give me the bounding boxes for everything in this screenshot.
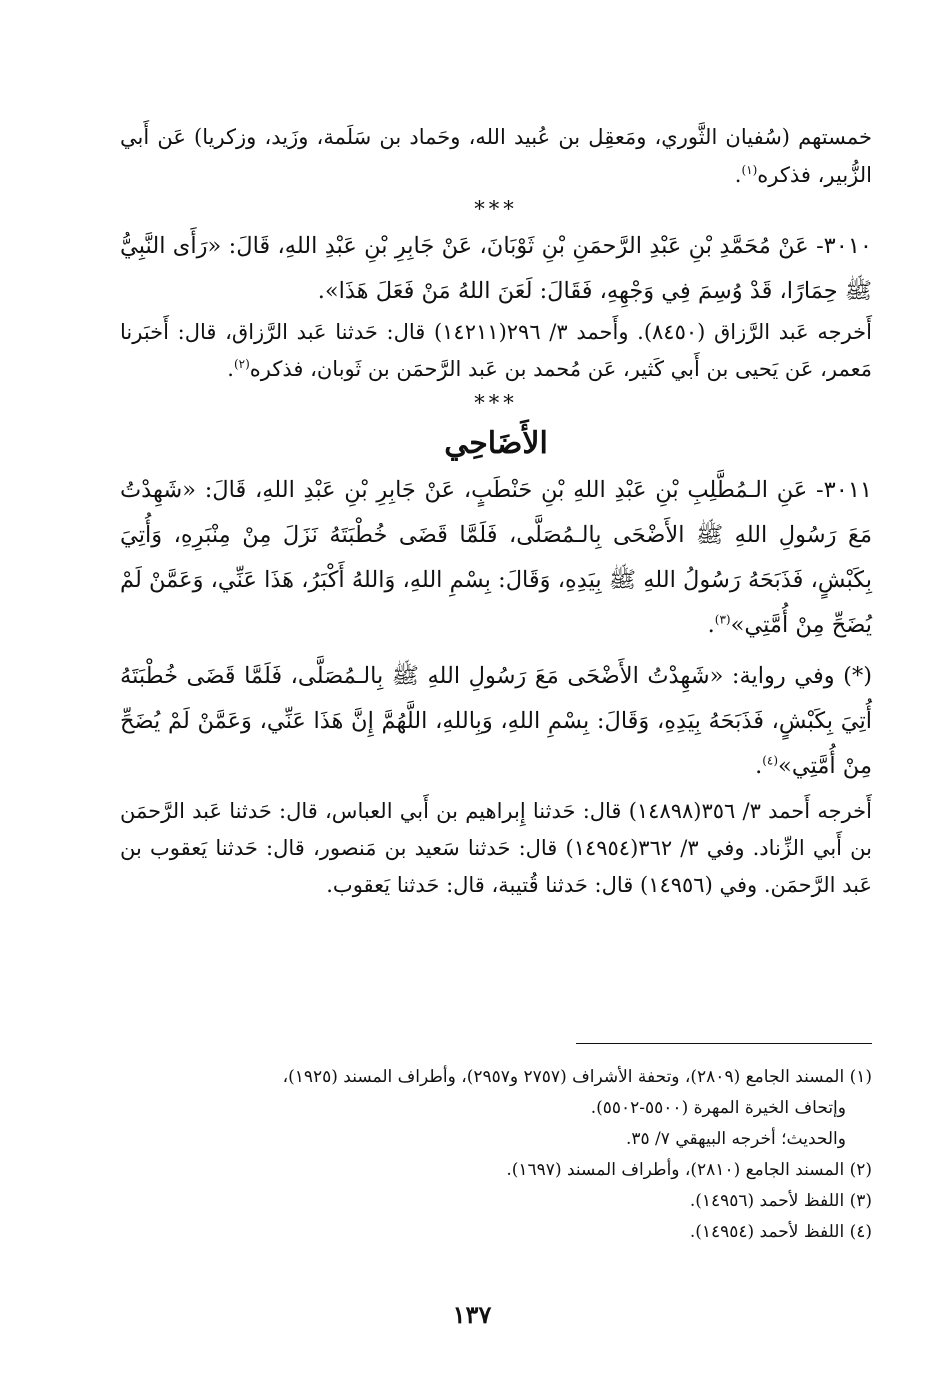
- footnote-3: (٣) اللفظ لأحمد (١٤٩٥٦).: [689, 1191, 872, 1211]
- hadith-3010-takhrij: أَخرجه عَبد الرَّزاق (٨٤٥٠). وأَحمد ٣/ ٢٩٦(١٤٢١١) قال: حَدثنا عَبد الرَّزاق، قال: أَخبَرنا مَعمر، عَن يَحيى بن أَبي كَثير، عَن مُحمد بن عَبد الرَّحمَن بن ثَوبان، فذكره$^{(٢)}$.: [120, 320, 873, 381]
- separator-stars-2: ***: [474, 391, 518, 415]
- footnote-ref-2[interactable]: (٢): [233, 357, 250, 371]
- riwaya-text: (*) وفي رواية: «شَهِدْتُ الأَضْحَى مَعَ رَسُولِ اللهِ ﷺ بِالـمُصَلَّى، فَلَمَّا قَضَى خُطْبَتَهُ أُتِيَ بِكَبْشٍ، فَذَبَحَهُ بِيَدِهِ، وَقَالَ: بِسْمِ اللهِ، وَبِاللهِ، اللَّهُمَّ إِنَّ هَذَا عَنِّي، وَعَمَّنْ لَمْ يُضَحِّ مِنْ أُمَّتِي»: [120, 663, 872, 779]
- hadith-3010-isnad: عَنْ مُحَمَّدِ بْنِ عَبْدِ الرَّحمَنِ بْنِ ثَوْبَانَ، عَنْ جَابِرِ بْنِ عَبْدِ اللهِ، قَالَ:: [228, 233, 809, 259]
- hadith-3011-riwaya: (*) وفي رواية: «شَهِدْتُ الأَضْحَى مَعَ رَسُولِ اللهِ ﷺ بِالـمُصَلَّى، فَلَمَّا قَضَى خُطْبَتَهُ أُتِيَ بِكَبْشٍ، فَذَبَحَهُ بِيَدِهِ، وَقَالَ: بِسْمِ اللهِ، وَبِاللهِ، اللَّهُمَّ إِنَّ هَذَا عَنِّي، وَعَمَّنْ لَمْ يُضَحِّ مِنْ أُمَّتِي»$^{(٤)}$.: [120, 663, 872, 779]
- continuation-text: خمستهم (سُفيان الثَّوري، ومَعقِل بن عُبيد الله، وحَماد بن سَلَمة، وزَيد، وزكريا) عَن أَبي الزُّبير، فذكره: [120, 125, 872, 187]
- paragraph-continuation: خمستهم (سُفيان الثَّوري، ومَعقِل بن عُبيد الله، وحَماد بن سَلَمة، وزَيد، وزكريا) عَن أَبي الزُّبير، فذكره$^{(١)}$.: [120, 125, 872, 187]
- hadith-3011-takhrij: أَخرجه أَحمد ٣/ ٣٥٦(١٤٨٩٨) قال: حَدثنا إِبراهيم بن أَبي العباس، قال: حَدثنا عَبد الرَّحمَن بن أَبي الزِّناد. وفي ٣/ ٣٦٢(١٤٩٥٤) قال: حَدثنا سَعيد بن مَنصور، قال: حَدثنا يَعقوب بن عَبد الرَّحمَن. وفي (١٤٩٥٦) قال: حَدثنا قُتيبة، قال: حَدثنا يَعقوب.: [120, 799, 872, 897]
- footnote-1-continuation: وإتحاف الخيرة المهرة (٥٥٠٠-٥٥٠٢).: [590, 1098, 846, 1118]
- page-number: ١٣٧: [452, 1300, 492, 1329]
- footnote-2: (٢) المسند الجامع (٢٨١٠)، وأطراف المسند (١٦٩٧).: [506, 1160, 872, 1180]
- footnote-ref-1[interactable]: (١): [741, 163, 758, 177]
- hadith-number-3010: ٣٠١٠-: [816, 233, 873, 259]
- section-title: الأَضَاحِي: [444, 426, 548, 461]
- hadith-3011-isnad: عَنِ الـمُطَّلِبِ بْنِ عَبْدِ اللهِ بْنِ حَنْطَبٍ، عَنْ جَابِرِ بْنِ عَبْدِ اللهِ، قَالَ:: [204, 477, 808, 503]
- page-body: [120, 118, 872, 904]
- footnote-ref-4[interactable]: (٤): [762, 753, 779, 768]
- hadith-3010-matn: «رَأَى النَّبِيُّ ﷺ حِمَارًا، قَدْ وُسِمَ فِي وَجْهِهِ، فَقَالَ: لَعَنَ اللهُ مَنْ فَعَلَ هَذَا».: [120, 233, 872, 304]
- footnote-divider: [576, 1043, 872, 1044]
- hadith-3011: ٣٠١١- عَنِ الـمُطَّلِبِ بْنِ عَبْدِ اللهِ بْنِ حَنْطَبٍ، عَنْ جَابِرِ بْنِ عَبْدِ اللهِ، قَالَ: «شَهِدْتُ مَعَ رَسُولِ اللهِ ﷺ الأَضْحَى بِالـمُصَلَّى، فَلَمَّا قَضَى خُطْبَتَهُ نَزَلَ مِنْ مِنْبَرِهِ، وَأُتِيَ بِكَبْشٍ، فَذَبَحَهُ رَسُولُ اللهِ ﷺ بِيَدِهِ، وَقَالَ: بِسْمِ اللهِ، وَاللهُ أَكْبَرُ، هَذَا عَنِّي، وَعَمَّنْ لَمْ يُضَحِّ مِنْ أُمَّتِي»$^{(٣)}$.: [120, 477, 872, 638]
- hadith-number-3011: ٣٠١١-: [816, 477, 872, 503]
- takhrij-3010-text: أَخرجه عَبد الرَّزاق (٨٤٥٠). وأَحمد ٣/ ٢٩٦(١٤٢١١) قال: حَدثنا عَبد الرَّزاق، قال: أَخبَرنا مَعمر، عَن يَحيى بن أَبي كَثير، عَن مُحمد بن عَبد الرَّحمَن بن ثَوبان، فذكره: [120, 320, 873, 381]
- footnote-1: (١) المسند الجامع (٢٨٠٩)، وتحفة الأشراف (٢٧٥٧ و٢٩٥٧)، وأطراف المسند (١٩٢٥)،: [282, 1067, 872, 1087]
- separator-stars-1: ***: [474, 197, 518, 221]
- hadith-3010: [120, 224, 872, 314]
- footnote-4: (٤) اللفظ لأحمد (١٤٩٥٤).: [689, 1222, 872, 1242]
- footnotes: [72, 1062, 872, 1248]
- hadith-3011-matn: «شَهِدْتُ مَعَ رَسُولِ اللهِ ﷺ الأَضْحَى بِالـمُصَلَّى، فَلَمَّا قَضَى خُطْبَتَهُ نَزَلَ مِنْ مِنْبَرِهِ، وَأُتِيَ بِكَبْشٍ، فَذَبَحَهُ رَسُولُ اللهِ ﷺ بِيَدِهِ، وَقَالَ: بِسْمِ اللهِ، وَاللهُ أَكْبَرُ، هَذَا عَنِّي، وَعَمَّنْ لَمْ يُضَحِّ مِنْ أُمَّتِي»: [120, 477, 872, 638]
- footnote-ref-3[interactable]: (٣): [714, 612, 731, 627]
- footnote-1-note: والحديث؛ أخرجه البيهقي ٧/ ٣٥.: [625, 1129, 846, 1149]
